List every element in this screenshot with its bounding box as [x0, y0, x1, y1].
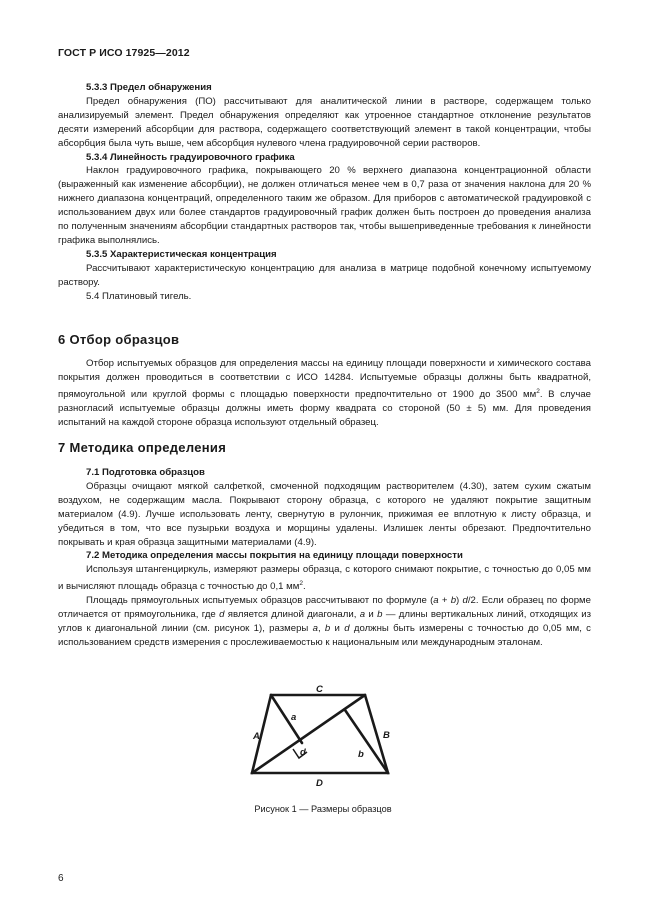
- label-a: a: [291, 712, 297, 723]
- label-B: B: [383, 730, 390, 741]
- section-6-text: Отбор испытуемых образцов для определения массы на единицу площади поверхности и химического состава покрытия должен проводиться в соответствии с ИСО 14284. Испытуемые образцы должны быть квадратной, прямоугольной или круглой формы с площадью поверхности предпочтительно от 1900 до 3500 $мм^2$. В случае разногласий испытуемые образцы должны иметь форму квадрата со стороной (50 ± 5) мм. Для проведения испытаний на каждой стороне образца используют отдельный образец.: [58, 358, 591, 428]
- section-5-3-3-title: 5.3.3 Предел обнаружения: [86, 82, 212, 93]
- label-A: A: [253, 731, 260, 742]
- section-6-title: 6 Отбор образцов: [58, 332, 180, 347]
- section-5-3-4-title: 5.3.4 Линейность градуировочного графика: [86, 151, 295, 163]
- label-b: b: [358, 749, 364, 760]
- section-7-2-para-1: Используя штангенциркуль, измеряют размеры образца, с которого снимают покрытие, с точностью до 0,05 мм и вычисляют площадь образца с точностью до 0,1 $мм^2$.: [58, 564, 591, 593]
- sample-quadrilateral: [252, 695, 388, 773]
- section-7-1-title: 7.1 Подготовка образцов: [86, 467, 205, 478]
- figure-1-diagram: [240, 683, 410, 793]
- section-7-title: 7 Методика определения: [58, 440, 227, 455]
- section-5-3-block: [58, 81, 591, 304]
- perpendicular-b: [345, 710, 388, 773]
- section-6-block: [58, 357, 591, 430]
- perpendicular-a: [271, 695, 302, 743]
- section-7-1-text: Образцы очищают мягкой салфеткой, смоченной подходящим растворителем (4.30), затем сухим сжатым воздухом, не содержащим масла. Покрывают сторону образца, с которого не удаляют покрытие защитным материалом (4.9). Лучше использовать ленту, свернутую в рулончик, прижимая ее вплотную к листу образца, и убедиться в том, что все пузырьки воздуха и морщины удалены. Излишек ленты обрезают. Предпочтительно покрывать и края образца защитными материалами (4.9).: [58, 480, 591, 548]
- label-D: D: [316, 778, 323, 789]
- label-C: C: [316, 684, 323, 695]
- section-7-2-para-2: Площадь прямоугольных испытуемых образцов рассчитывают по формуле (a + b) d/2. Если образец по форме отличается от прямоугольника, где d является длиной диагонали, a и b — длины вертикальных линий, отходящих из углов к диагональной линии (см. рисунок 1), размеры a, b и d должны быть измерены с точностью до 0,05 мм, с использованием средств измерения с прослеживаемостью к национальным или международным эталонам.: [58, 595, 591, 649]
- section-5-3-3-text: Предел обнаружения (ПО) рассчитывают для аналитической линии в растворе, содержащем только анализируемый элемент. Предел обнаружения определяют как утроенное стандартное отклонение результатов десяти измерений абсорбции для раствора, содержащего соответствующий элемент в такой концентрации, чтобы абсорбция была чуть выше, чем абсорбция нулевого члена градуировочной серии растворов.: [58, 95, 591, 149]
- section-5-3-4-text: Наклон градуировочного графика, покрывающего 20 % верхнего диапазона концентрационной области (выраженный как изменение абсорбции), не должен отличаться менее чем в 0,7 раза от значения наклона для 20 % нижнего диапазона концентраций, определенного таким же образом. Для приборов с автоматической градуировкой с использованием двух или более стандартов градуировочный график должен быть построен до проведения анализа по полученным значениям абсорбции стандартных растворов так, чтобы вышеприведенные требования к линейности графика выполнялись.: [58, 165, 591, 246]
- section-5-3-5-title: 5.3.5 Характеристическая концентрация: [86, 248, 277, 260]
- figure-1-caption: Рисунок 1 — Размеры образцов: [254, 804, 392, 814]
- section-5-4-text: 5.4 Платиновый тигель.: [86, 290, 192, 302]
- document-header: ГОСТ Р ИСО 17925—2012: [58, 47, 190, 59]
- page-number: 6: [58, 873, 64, 884]
- section-5-3-5-text: Рассчитывают характеристическую концентрацию для анализа в матрице подобной конечному испытуемому раствору.: [58, 262, 591, 288]
- section-7-2-title: 7.2 Методика определения массы покрытия на единицу площади поверхности: [86, 550, 463, 562]
- section-7-block: [58, 466, 591, 650]
- label-d: d: [300, 747, 306, 758]
